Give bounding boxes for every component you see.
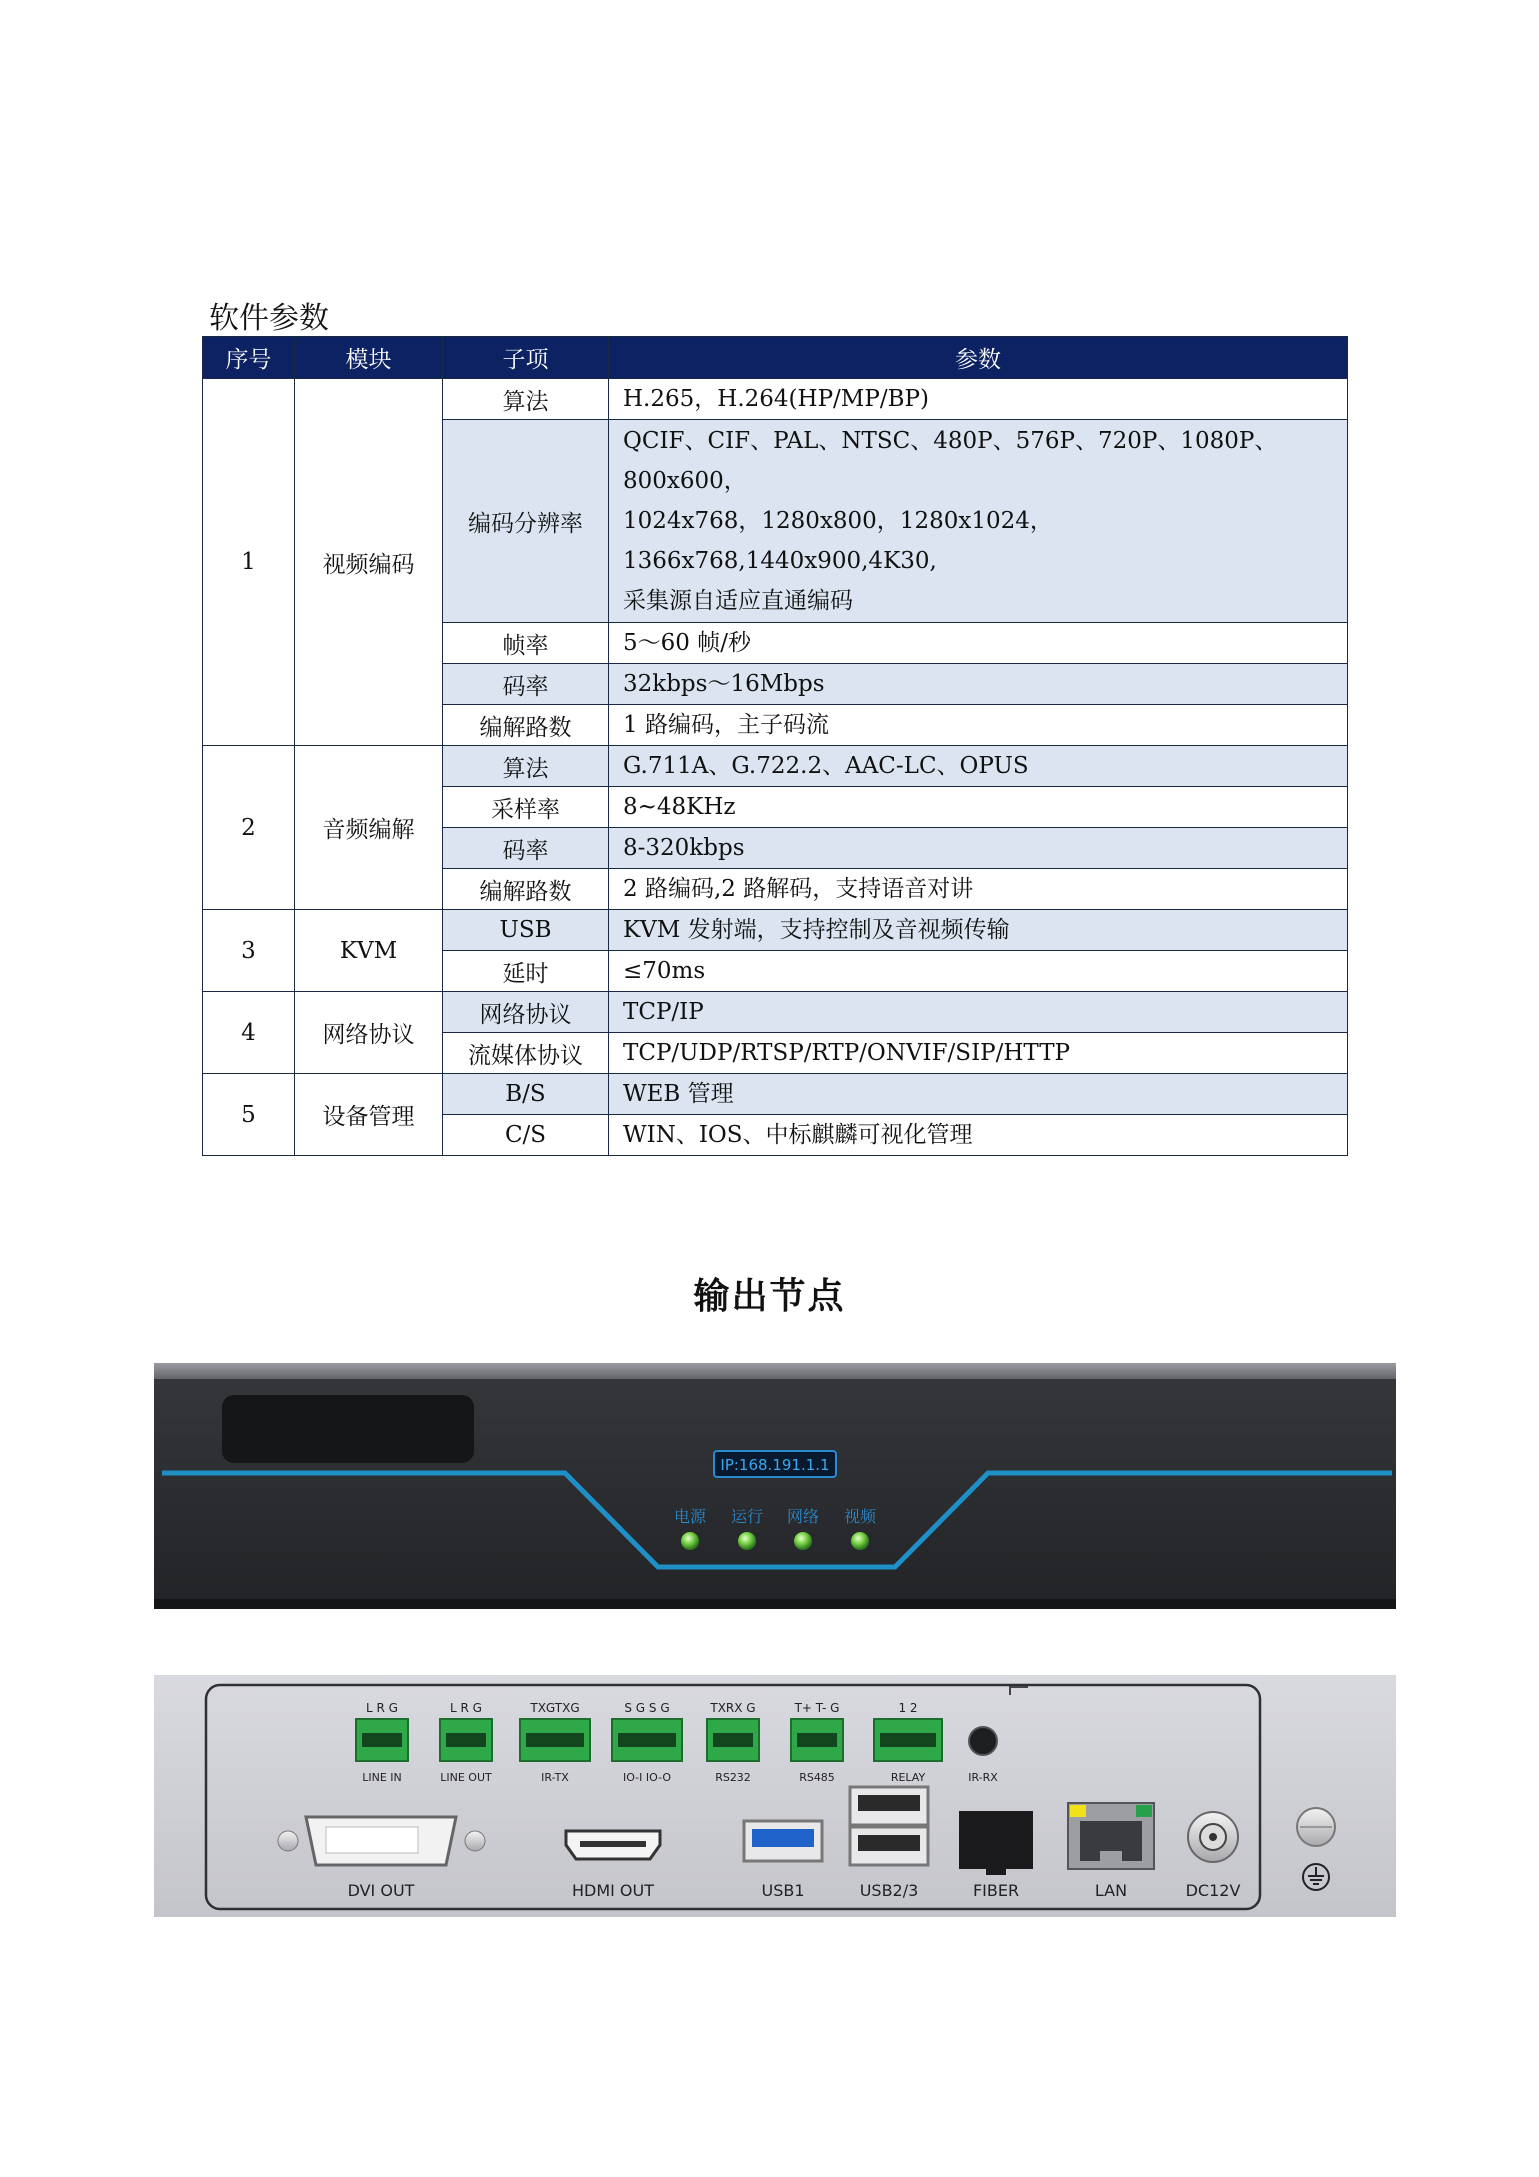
port-label: HDMI OUT [571, 1881, 655, 1900]
row-value: 8~48KHz [609, 787, 1348, 828]
ir-rx-icon [969, 1727, 997, 1755]
port-label: LINE OUT [440, 1771, 492, 1784]
led-run-icon [738, 1532, 756, 1550]
row-subitem: 采样率 [443, 787, 609, 828]
row-subitem: 流媒体协议 [443, 1033, 609, 1074]
led-label-run: 运行 [730, 1507, 764, 1526]
row-subitem: USB [443, 910, 609, 951]
pin-labels: T+ T- G [794, 1701, 840, 1715]
row-value-multiline [609, 420, 1348, 623]
led-label-power: 电源 [673, 1507, 707, 1526]
group-no: 2 [203, 746, 295, 910]
group-module: 视频编码 [295, 379, 443, 746]
port-label: USB1 [761, 1881, 805, 1900]
port-label: RS485 [799, 1771, 835, 1784]
output-node-heading: 输出节点 [693, 1276, 846, 1317]
row-value: 5～60 帧/秒 [609, 623, 1348, 664]
spec-table [202, 336, 1348, 1156]
row-subitem: 网络协议 [443, 992, 609, 1033]
row-value: 1 路编码，主子码流 [609, 705, 1348, 746]
port-label: RS232 [715, 1771, 751, 1784]
front-display-window [222, 1395, 474, 1463]
row-subitem: 码率 [443, 828, 609, 869]
usb23-port [850, 1787, 928, 1900]
table-row [203, 910, 1348, 951]
header-params: 参数 [609, 337, 1348, 379]
pin-labels: S G S G [624, 1701, 670, 1715]
row-subitem: 延时 [443, 951, 609, 992]
row-value: WEB 管理 [609, 1074, 1348, 1115]
table-row [203, 992, 1348, 1033]
led-label-network: 网络 [786, 1507, 820, 1526]
row-subitem: 帧率 [443, 623, 609, 664]
led-video-icon [851, 1532, 869, 1550]
pin-labels: TXRX G [710, 1701, 756, 1715]
value-line: 1024x768，1280x800，1280x1024，1366x768,1440x900,4K30, [623, 508, 1053, 574]
port-label: USB2/3 [859, 1881, 919, 1900]
row-subitem: 编解路数 [443, 705, 609, 746]
front-top-edge [154, 1363, 1396, 1381]
pin-labels: L R G [366, 1701, 398, 1715]
port-label: LINE IN [362, 1771, 402, 1784]
table-row [203, 746, 1348, 787]
row-value: TCP/UDP/RTSP/RTP/ONVIF/SIP/HTTP [609, 1033, 1348, 1074]
header-module: 模块 [295, 337, 443, 379]
fiber-connector-icon [959, 1811, 1033, 1869]
port-label: DC12V [1185, 1881, 1241, 1900]
row-value: 8-320kbps [609, 828, 1348, 869]
port-label: IR-TX [541, 1771, 569, 1784]
row-subitem: 编解路数 [443, 869, 609, 910]
port-label: LAN [1094, 1881, 1128, 1900]
row-value: WIN、IOS、中标麒麟可视化管理 [609, 1115, 1348, 1156]
device-rear-panel [150, 1665, 1400, 1925]
value-line: 采集源自适应直通编码 [623, 588, 853, 614]
pin-labels: 1 2 [898, 1701, 918, 1715]
group-no: 4 [203, 992, 295, 1074]
port-label: DVI OUT [347, 1881, 415, 1900]
row-subitem: 算法 [443, 746, 609, 787]
value-line: QCIF、CIF、PAL、NTSC、480P、576P、720P、1080P、800x600， [623, 428, 1278, 494]
row-value: TCP/IP [609, 992, 1348, 1033]
table-row [203, 379, 1348, 420]
pin-labels: TXGTXG [530, 1701, 580, 1715]
led-power-icon [681, 1532, 699, 1550]
ip-display-text: IP:168.191.1.1 [720, 1456, 830, 1474]
table-row [203, 1074, 1348, 1115]
group-module: 音频编解 [295, 746, 443, 910]
row-subitem: C/S [443, 1115, 609, 1156]
row-subitem: 编码分辨率 [443, 420, 609, 623]
row-value: 32kbps～16Mbps [609, 664, 1348, 705]
header-no: 序号 [203, 337, 295, 379]
led-label-video: 视频 [843, 1507, 877, 1526]
port-label: IR-RX [968, 1771, 998, 1784]
group-no: 1 [203, 379, 295, 746]
row-value: ≤70ms [609, 951, 1348, 992]
device-front-panel [150, 1355, 1400, 1625]
row-value: KVM 发射端，支持控制及音视频传输 [609, 910, 1348, 951]
section-title: 软件参数 [209, 301, 329, 336]
port-label: RELAY [890, 1771, 926, 1784]
table-header-row [203, 337, 1348, 379]
row-value: 2 路编码,2 路解码，支持语音对讲 [609, 869, 1348, 910]
group-module: 网络协议 [295, 992, 443, 1074]
group-module: 设备管理 [295, 1074, 443, 1156]
header-subitem: 子项 [443, 337, 609, 379]
group-module: KVM [295, 910, 443, 992]
port-label: FIBER [972, 1881, 1020, 1900]
row-subitem: 码率 [443, 664, 609, 705]
row-subitem: B/S [443, 1074, 609, 1115]
group-no: 5 [203, 1074, 295, 1156]
row-value: H.265，H.264(HP/MP/BP) [609, 379, 1348, 420]
pin-labels: L R G [450, 1701, 482, 1715]
led-network-icon [794, 1532, 812, 1550]
row-value: G.711A、G.722.2、AAC-LC、OPUS [609, 746, 1348, 787]
port-label: IO-I IO-O [622, 1771, 672, 1784]
row-subitem: 算法 [443, 379, 609, 420]
group-no: 3 [203, 910, 295, 992]
